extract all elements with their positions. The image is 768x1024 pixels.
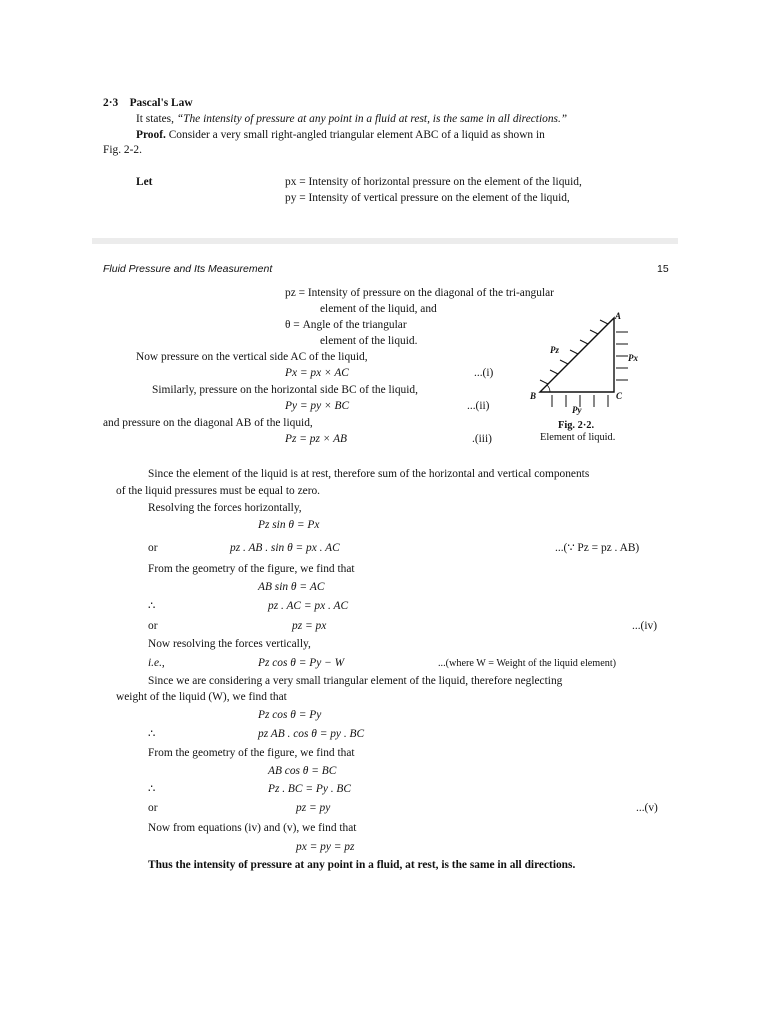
text-line: Now from equations (iv) and (v), we find that	[148, 822, 357, 834]
def-py: py = Intensity of vertical pressure on the element of the liquid,	[285, 192, 570, 204]
equation: AB cos θ = BC	[268, 765, 337, 777]
proof-line-2: Fig. 2-2.	[103, 144, 142, 156]
figure-element-of-liquid	[520, 311, 650, 443]
text-line: ∴	[148, 783, 156, 795]
figure-caption: Fig. 2·2.	[558, 420, 595, 431]
equation: Pz . BC = Py . BC	[268, 783, 351, 795]
arrows-right-side	[616, 332, 628, 380]
label-a: A	[615, 311, 622, 321]
text-line: From the geometry of the figure, we find that	[148, 563, 355, 575]
text-line: i.e.,	[148, 657, 165, 669]
equation-number: .(iii)	[472, 433, 492, 445]
equation: Px = px × AC	[285, 367, 349, 379]
text-line: Resolving the forces horizontally,	[148, 502, 302, 514]
equation-number: ...(i)	[474, 367, 494, 379]
section-heading	[103, 96, 193, 110]
text-line: θ = Angle of the triangular	[285, 319, 407, 331]
equation-note: ...(where W = Weight of the liquid element)	[438, 658, 617, 669]
text-line: or	[148, 802, 158, 814]
text-line: or	[148, 542, 158, 554]
section-title: Pascal's Law	[129, 97, 193, 109]
equation-number: ...(∵ Pz = pz . AB)	[555, 542, 640, 554]
equation-number: ...(iv)	[632, 620, 657, 632]
text-line: element of the liquid.	[320, 335, 418, 347]
label-py: Py	[572, 405, 582, 415]
equation-number: ...(ii)	[467, 400, 490, 412]
label-px: Px	[628, 353, 638, 363]
text-line: weight of the liquid (W), we find that	[116, 691, 287, 703]
text-line: and pressure on the diagonal AB of the liquid,	[103, 417, 313, 429]
equation: pz . AC = px . AC	[268, 600, 349, 612]
text-line: Similarly, pressure on the horizontal side BC of the liquid,	[152, 384, 418, 396]
figure-subcaption: Element of liquid.	[540, 432, 616, 443]
equation: pz . AB . sin θ = px . AC	[230, 542, 340, 554]
text-line: of the liquid pressures must be equal to zero.	[116, 485, 321, 497]
section-number: 2·3	[103, 97, 119, 109]
equation: pz = px	[292, 620, 327, 632]
text-line: From the geometry of the figure, we find that	[148, 747, 355, 759]
conclusion-line: Thus the intensity of pressure at any point in a fluid, at rest, is the same in all directions.	[148, 859, 576, 871]
text-line: Since the element of the liquid is at rest, therefore sum of the horizontal and vertical components	[148, 468, 590, 480]
equation: AB sin θ = AC	[258, 581, 325, 593]
let-label: Let	[136, 176, 153, 188]
equation: pz AB . cos θ = py . BC	[258, 728, 365, 740]
text-line: element of the liquid, and	[320, 303, 437, 315]
page-separator	[92, 238, 678, 244]
text-line: Now resolving the forces vertically,	[148, 638, 311, 650]
equation: Py = py × BC	[285, 400, 350, 412]
equation: pz = py	[296, 802, 331, 814]
text-line: ∴	[148, 728, 156, 740]
label-b: B	[530, 391, 537, 401]
equation: px = py = pz	[296, 841, 355, 853]
running-header: Fluid Pressure and Its Measurement	[103, 263, 273, 275]
text-line: pz = Intensity of pressure on the diagonal of the tri-angular	[285, 287, 554, 299]
text-line: or	[148, 620, 158, 632]
label-c: C	[616, 391, 623, 401]
def-px: px = Intensity of horizontal pressure on the element of the liquid,	[285, 176, 582, 188]
equation: Pz cos θ = Py − W	[258, 657, 345, 669]
text-line: Since we are considering a very small triangular element of the liquid, therefore neglecting	[148, 675, 563, 687]
angle-arc	[547, 385, 550, 392]
equation: Pz = pz × AB	[285, 433, 347, 445]
law-statement: It states, “The intensity of pressure at any point in a fluid at rest, is the same in all directions.”	[136, 113, 568, 125]
text-line: ∴	[148, 600, 156, 612]
equation: Pz sin θ = Px	[258, 519, 320, 531]
label-pz: Pz	[550, 345, 559, 355]
equation: Pz cos θ = Py	[258, 709, 322, 721]
proof-line: Proof. Consider a very small right-angled triangular element ABC of a liquid as shown in	[136, 129, 545, 141]
equation-number: ...(v)	[636, 802, 658, 814]
page-number: 15	[657, 263, 669, 275]
text-line: Now pressure on the vertical side AC of the liquid,	[136, 351, 368, 363]
